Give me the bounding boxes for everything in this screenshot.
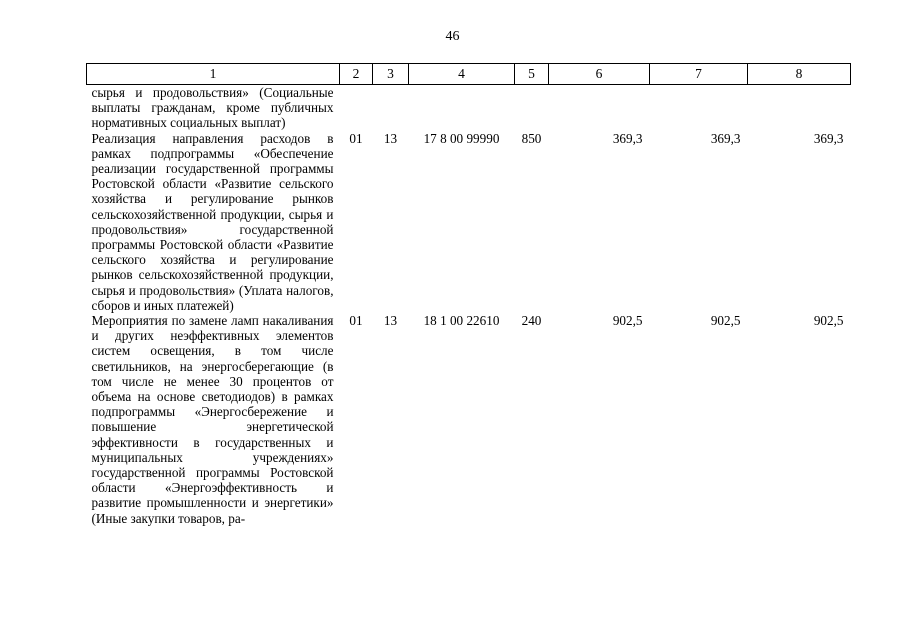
row-expense-type: 240 [521, 313, 542, 329]
table-row [87, 313, 851, 526]
col-header-8: 8 [748, 64, 851, 85]
row-subsection [373, 85, 409, 131]
row-target-article [409, 85, 515, 131]
row-name: Реализация направления расходов в рамках подпрограммы «Обеспечение реализации государственной программы Ростовской области «Развитие сельского хозяйства и регулирование рынков сельскохозяйственной продукции, сырья и продовольствия» государственной программы Ростовской области «Развитие сельского хозяйства и регулирование рынков сельскохозяйственной продукции, сырья и продовольствия» (Уплата налогов, сборов и иных платежей) [91, 130, 334, 313]
table-row [87, 85, 851, 131]
row-subsection: 13 [383, 313, 398, 329]
row-amount-year1 [549, 85, 650, 131]
col-header-6: 6 [549, 64, 650, 85]
col-header-4: 4 [409, 64, 515, 85]
header-row [87, 64, 851, 85]
col-header-3: 3 [373, 64, 409, 85]
row-amount-year2: 902,5 [710, 313, 741, 329]
row-subsection: 13 [383, 130, 398, 146]
row-section: 01 [349, 313, 363, 329]
row-expense-type: 850 [521, 130, 542, 146]
row-name: Мероприятия по замене ламп накаливания и других неэффективных элементов систем освещения, в том числе светильников, на энергосберегающие (в том числе не менее 30 процентов от объема на основе светодиодов) в рамках подпрограммы «Энергосбережение и повышение энергетической эффективности в государственных и муниципальных учреждениях» государственной программы Ростовской области «Энергоэффективность и развитие промышленности и энергетики» (Иные закупки товаров, ра- [91, 313, 334, 526]
page-number: 46 [445, 29, 460, 44]
row-amount-year3: 369,3 [813, 130, 844, 146]
row-name: сырья и продовольствия» (Социальные выплаты гражданам, кроме публичных нормативных социальных выплат) [91, 85, 334, 131]
row-amount-year2: 369,3 [710, 130, 741, 146]
row-amount-year2 [650, 85, 748, 131]
col-header-1: 1 [87, 64, 340, 85]
row-target-article: 18 1 00 22610 [423, 313, 500, 329]
row-amount-year3 [748, 85, 851, 131]
row-section: 01 [349, 130, 363, 146]
table-row [87, 131, 851, 313]
col-header-7: 7 [650, 64, 748, 85]
col-header-2: 2 [340, 64, 373, 85]
col-header-5: 5 [515, 64, 549, 85]
budget-table [86, 63, 851, 526]
row-amount-year1: 902,5 [612, 313, 643, 329]
row-amount-year1: 369,3 [612, 130, 643, 146]
row-amount-year3: 902,5 [813, 313, 844, 329]
row-expense-type [515, 85, 549, 131]
row-target-article: 17 8 00 99990 [423, 130, 500, 146]
row-section [340, 85, 373, 131]
